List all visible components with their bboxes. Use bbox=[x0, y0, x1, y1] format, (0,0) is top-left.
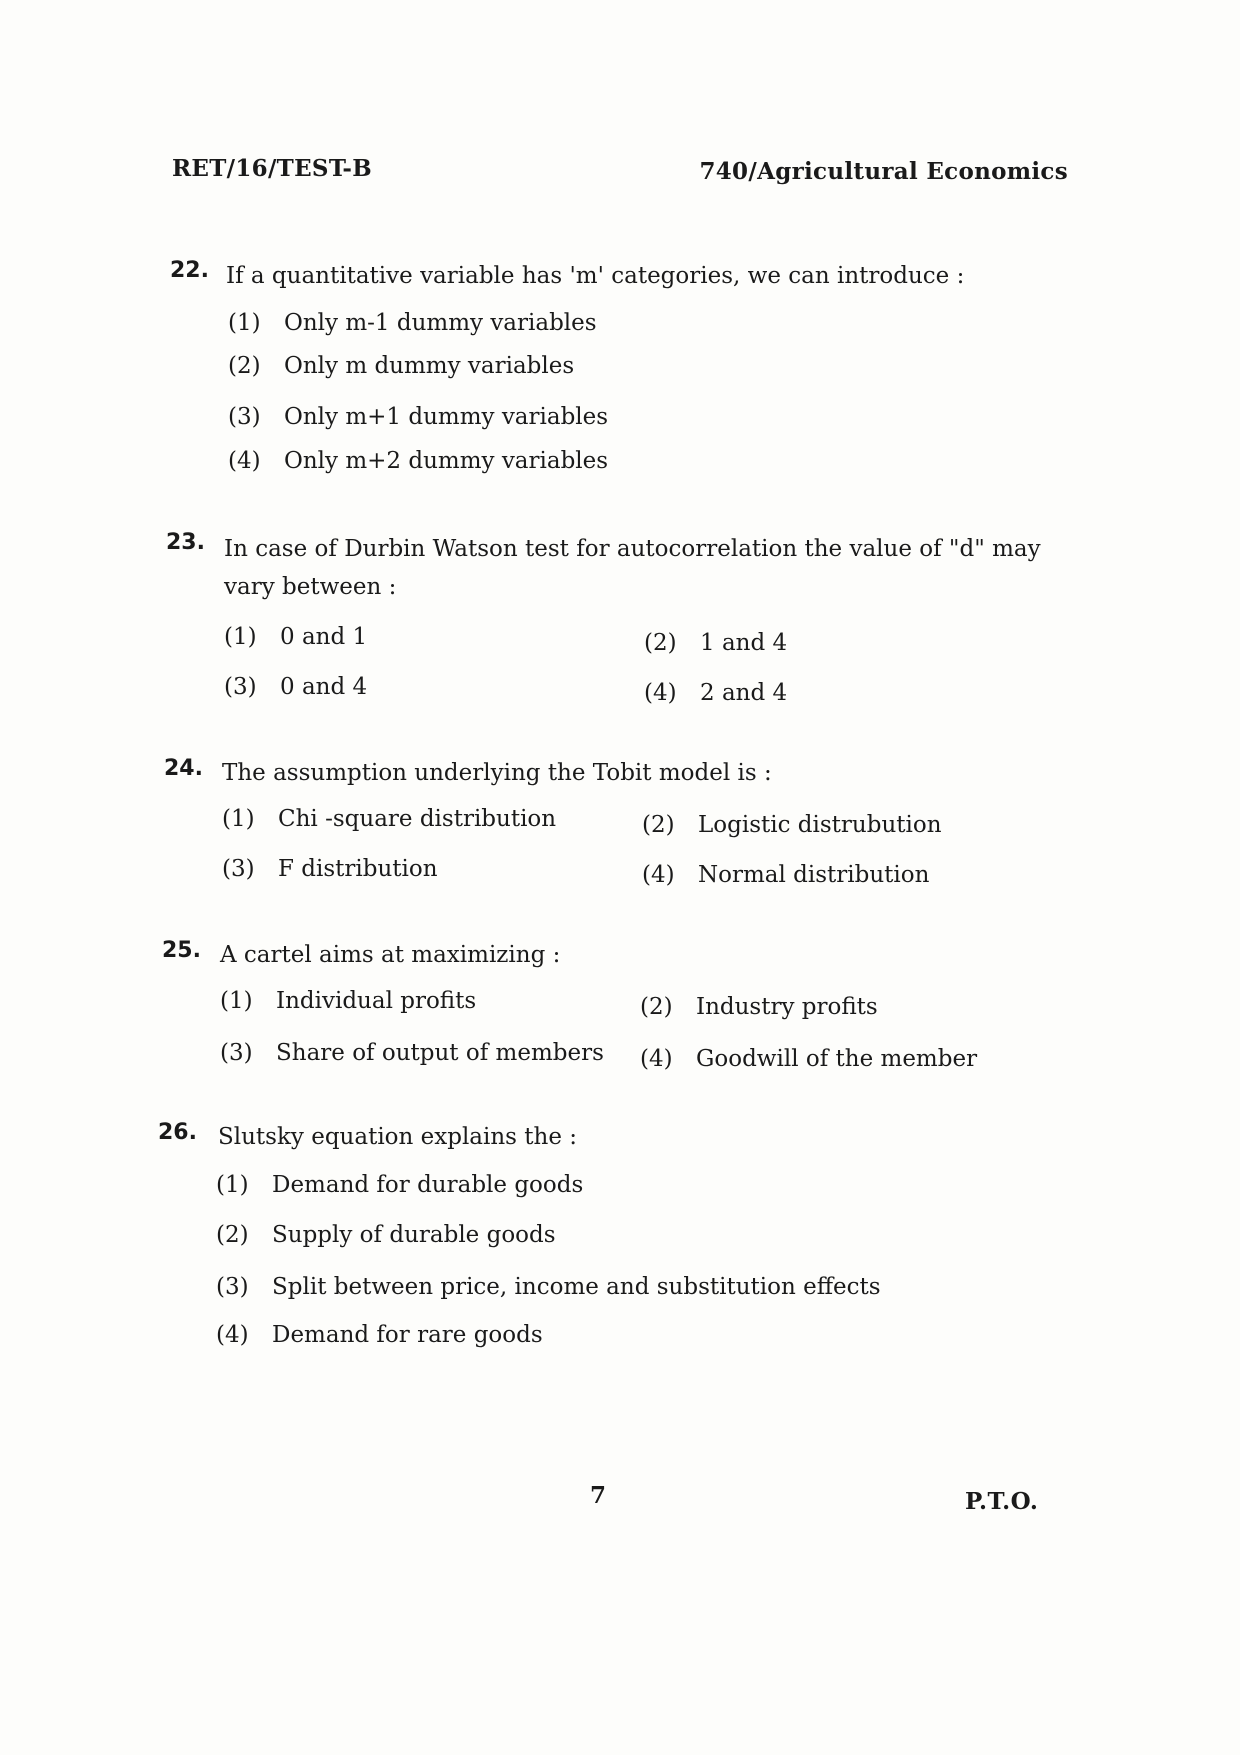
question-text: In case of Durbin Watson test for autocorrelation the value of "d" may vary between : bbox=[224, 536, 1041, 600]
option-text: 0 and 1 bbox=[280, 624, 368, 650]
paper-code: RET/16/TEST-B bbox=[172, 155, 373, 182]
option-text: Demand for durable goods bbox=[272, 1172, 584, 1198]
option-4 bbox=[642, 862, 929, 888]
option-number: (3) bbox=[224, 674, 257, 700]
option-text: 2 and 4 bbox=[700, 680, 788, 706]
option-1 bbox=[228, 310, 597, 336]
option-4 bbox=[216, 1322, 543, 1348]
option-number: (3) bbox=[216, 1274, 249, 1300]
option-number: (3) bbox=[222, 856, 255, 882]
option-number: (1) bbox=[224, 624, 257, 650]
option-number: (4) bbox=[642, 862, 675, 888]
option-number: (1) bbox=[216, 1172, 249, 1198]
option-text: Share of output of members bbox=[276, 1040, 604, 1066]
option-text: Only m+1 dummy variables bbox=[284, 404, 609, 430]
option-text: Demand for rare goods bbox=[272, 1322, 543, 1348]
option-2 bbox=[644, 630, 787, 656]
option-number: (2) bbox=[644, 630, 677, 656]
question-text: If a quantitative variable has 'm' categories, we can introduce : bbox=[226, 263, 965, 289]
option-text: Split between price, income and substitution effects bbox=[272, 1274, 881, 1300]
option-number: (4) bbox=[644, 680, 677, 706]
subject-title: 740/Agricultural Economics bbox=[699, 158, 1068, 185]
option-number: (2) bbox=[228, 353, 261, 379]
option-text: 0 and 4 bbox=[280, 674, 368, 700]
option-number: (1) bbox=[220, 988, 253, 1014]
option-text: Individual profits bbox=[276, 988, 477, 1014]
option-number: (4) bbox=[228, 448, 261, 474]
option-number: (2) bbox=[640, 994, 673, 1020]
option-number: (2) bbox=[642, 812, 675, 838]
option-4 bbox=[640, 1046, 977, 1072]
question-text: Slutsky equation explains the : bbox=[218, 1124, 578, 1150]
option-text: F distribution bbox=[278, 856, 438, 882]
question-number: 25. bbox=[162, 938, 201, 963]
option-4 bbox=[228, 448, 608, 474]
option-text: Logistic distrubution bbox=[698, 812, 942, 838]
option-3 bbox=[224, 674, 367, 700]
option-4 bbox=[644, 680, 787, 706]
option-text: Chi -square distribution bbox=[278, 806, 557, 832]
question-number: 24. bbox=[164, 756, 203, 781]
option-text: Only m-1 dummy variables bbox=[284, 310, 597, 336]
option-2 bbox=[640, 994, 878, 1020]
option-text: Only m+2 dummy variables bbox=[284, 448, 609, 474]
option-1 bbox=[220, 988, 476, 1014]
option-text: Goodwill of the member bbox=[696, 1046, 978, 1072]
option-2 bbox=[228, 353, 574, 379]
option-text: Only m dummy variables bbox=[284, 353, 575, 379]
option-1 bbox=[222, 806, 556, 832]
option-3 bbox=[222, 856, 438, 882]
option-3 bbox=[228, 404, 608, 430]
option-text: Supply of durable goods bbox=[272, 1222, 556, 1248]
option-number: (4) bbox=[216, 1322, 249, 1348]
option-number: (4) bbox=[640, 1046, 673, 1072]
question-text: The assumption underlying the Tobit model is : bbox=[222, 760, 772, 786]
option-text: 1 and 4 bbox=[700, 630, 788, 656]
option-2 bbox=[216, 1222, 556, 1248]
page-number: 7 bbox=[590, 1482, 607, 1509]
option-1 bbox=[224, 624, 367, 650]
option-text: Normal distribution bbox=[698, 862, 930, 888]
option-1 bbox=[216, 1172, 583, 1198]
option-3 bbox=[216, 1274, 881, 1300]
option-number: (1) bbox=[228, 310, 261, 336]
question-text: A cartel aims at maximizing : bbox=[220, 942, 561, 968]
option-3 bbox=[220, 1040, 604, 1066]
option-text: Industry profits bbox=[696, 994, 878, 1020]
option-number: (3) bbox=[220, 1040, 253, 1066]
option-number: (2) bbox=[216, 1222, 249, 1248]
option-number: (3) bbox=[228, 404, 261, 430]
question-number: 23. bbox=[166, 530, 205, 555]
question-number: 26. bbox=[158, 1120, 197, 1145]
option-number: (1) bbox=[222, 806, 255, 832]
question-number: 22. bbox=[170, 258, 209, 283]
option-2 bbox=[642, 812, 942, 838]
pto-label: P.T.O. bbox=[965, 1488, 1039, 1515]
